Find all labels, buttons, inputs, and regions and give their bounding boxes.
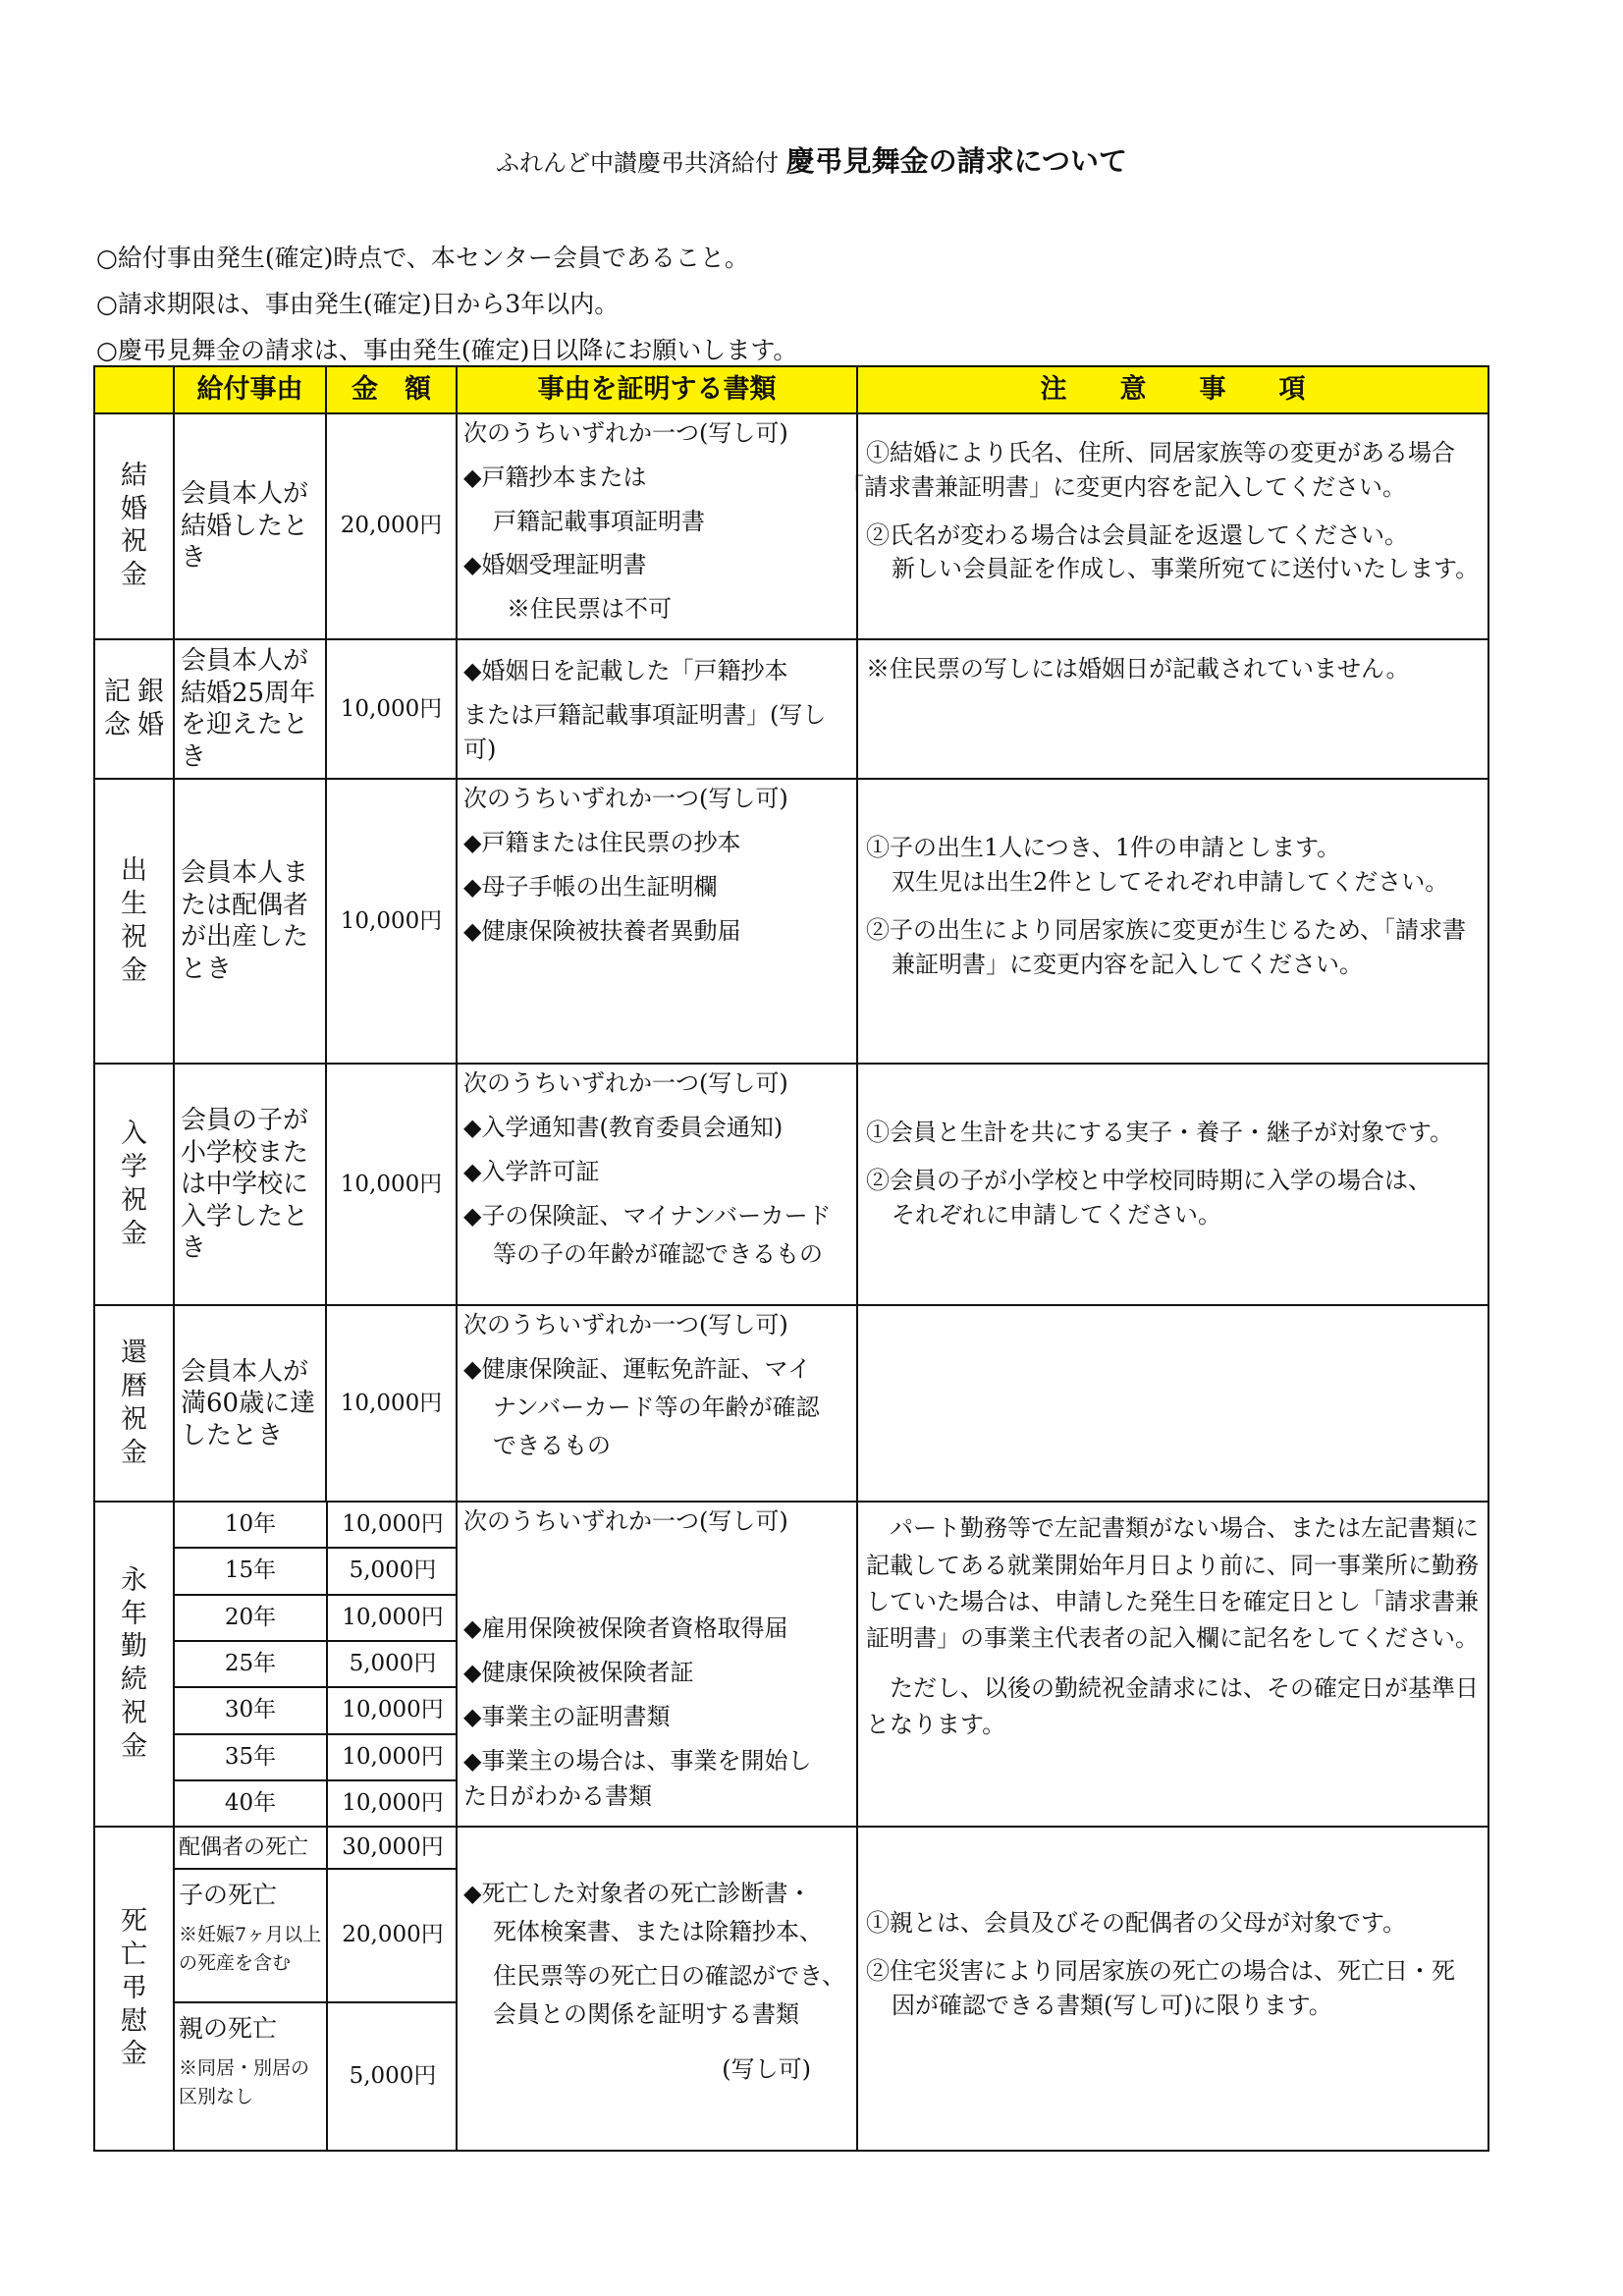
docs-birth xyxy=(457,779,857,1064)
doc-line: (写し可) xyxy=(722,2055,811,2084)
header-docs: 事由を証明する書類 xyxy=(457,366,857,413)
cat-birth: 出生祝金 xyxy=(121,855,147,986)
doc-line: 死体検案書、または除籍抄本、 xyxy=(493,1917,823,1945)
caution-line: 兼証明書」に変更内容を記入してください。 xyxy=(892,950,1363,978)
caution-line: 因が確認できる書類(写し可)に限ります。 xyxy=(892,1991,1332,2019)
spouse-death: 配偶者の死亡 xyxy=(175,1828,327,1869)
note-3: ○慶弔見舞金の請求は、事由発生(確定)日以降にお願いします。 xyxy=(96,336,798,364)
doc-line: できるもの xyxy=(493,1431,611,1459)
cat-service: 永年勤続祝金 xyxy=(121,1564,147,1762)
cat-school: 入学祝金 xyxy=(121,1119,147,1249)
parent-death xyxy=(175,2002,327,2150)
doc-line: ◆健康保険被扶養者異動届 xyxy=(463,916,741,945)
docs-service xyxy=(457,1502,857,1827)
doc-line: ◆婚姻日を記載した「戸籍抄本 xyxy=(463,656,788,684)
service-years xyxy=(174,1502,457,1827)
reason-birth: 会員本人または配偶者が出産したとき xyxy=(174,779,326,1064)
row-school xyxy=(94,1064,1488,1305)
doc-line: ◆母子手帳の出生証明欄 xyxy=(463,872,718,901)
reason-kanreki: 会員本人が満60歳に達したとき xyxy=(174,1305,326,1502)
doc-line: ◆健康保険被保険者証 xyxy=(463,1658,694,1686)
row-silver xyxy=(94,639,1488,779)
doc-line: ※住民票は不可 xyxy=(507,595,672,624)
benefit-table xyxy=(93,365,1489,2152)
amount-40: 10,000円 xyxy=(327,1780,458,1826)
header-caution: 注 意 事 項 xyxy=(857,366,1488,413)
cat-silver-2: 銀婚 xyxy=(137,677,164,741)
row-service xyxy=(94,1502,1488,1827)
doc-line: ◆子の保険証、マイナンバーカード xyxy=(463,1201,832,1230)
doc-line: 次のうちいずれか一つ(写し可) xyxy=(463,785,788,813)
doc-line: ◆入学許可証 xyxy=(463,1157,600,1185)
caution-line: ただし、以後の勤続祝金請求には、その確定日が基準日となります。 xyxy=(866,1674,1479,1739)
caution-line: ②氏名が変わる場合は会員証を返還してください。 xyxy=(866,520,1408,549)
amount-10: 10,000円 xyxy=(327,1503,458,1548)
year-15: 15年 xyxy=(175,1548,327,1594)
doc-line: 次のうちいずれか一つ(写し可) xyxy=(463,1311,788,1339)
doc-line: ◆戸籍または住民票の抄本 xyxy=(463,829,741,857)
parent-death-note: ※同居・別居の区別なし xyxy=(179,2057,310,2107)
year-40: 40年 xyxy=(175,1780,327,1826)
cat-death: 死亡弔慰金 xyxy=(121,1906,147,2070)
year-30: 30年 xyxy=(175,1687,327,1733)
doc-line: ◆入学通知書(教育委員会通知) xyxy=(463,1114,784,1142)
year-10: 10年 xyxy=(175,1503,327,1548)
note-1: ○給付事由発生(確定)時点で、本センター会員であること。 xyxy=(96,244,749,272)
doc-line: ◆健康保険証、運転免許証、マイ xyxy=(463,1355,811,1384)
caution-line: 新しい会員証を作成し、事業所宛てに送付いたします。 xyxy=(892,555,1480,583)
death-types-table xyxy=(175,1828,458,2150)
header-reason: 給付事由 xyxy=(174,366,326,413)
caution-line: ②子の出生により同居家族に変更が生じるため、「請求書 xyxy=(866,915,1467,944)
caution-line: 「請求書兼証明書」に変更内容を記入してください。 xyxy=(840,472,1406,501)
amount-kanreki: 10,000円 xyxy=(326,1305,457,1502)
row-birth xyxy=(94,779,1488,1064)
parent-death-label: 親の死亡 xyxy=(179,2014,278,2044)
title-main: 慶弔見舞金の請求について xyxy=(785,144,1128,178)
docs-marriage xyxy=(457,413,857,639)
amount-25: 5,000円 xyxy=(327,1641,458,1687)
doc-line: ◆事業主の場合は、事業を開始し xyxy=(463,1746,812,1775)
caution-service xyxy=(857,1502,1488,1827)
amount-35: 10,000円 xyxy=(327,1734,458,1780)
title-prefix: ふれんど中讃慶弔共済給付 xyxy=(495,149,779,177)
caution-line: ①結婚により氏名、住所、同居家族等の変更がある場合 xyxy=(866,439,1455,466)
caution-line: 双生児は出生2件としてそれぞれ申請してください。 xyxy=(892,868,1449,897)
row-marriage xyxy=(94,413,1488,639)
doc-line: ◆婚姻受理証明書 xyxy=(463,551,647,579)
doc-line: ◆事業主の証明書類 xyxy=(463,1702,671,1730)
docs-death xyxy=(457,1827,857,2151)
reason-school: 会員の子が小学校または中学校に入学したとき xyxy=(174,1064,326,1305)
child-death-label: 子の死亡 xyxy=(179,1881,278,1910)
note-2: ○請求期限は、事由発生(確定)日から3年以内。 xyxy=(96,290,620,318)
caution-school xyxy=(857,1064,1488,1305)
service-years-table xyxy=(175,1503,458,1826)
amount-school: 10,000円 xyxy=(326,1064,457,1305)
doc-line: または戸籍記載事項証明書」(写し可) xyxy=(463,700,827,763)
reason-marriage: 会員本人が結婚したとき xyxy=(174,413,326,639)
cat-silver-1: 記念 xyxy=(104,677,131,741)
docs-school xyxy=(457,1064,857,1305)
doc-line: 次のうちいずれか一つ(写し可) xyxy=(463,419,788,447)
death-types xyxy=(174,1827,457,2151)
doc-line: ◆死亡した対象者の死亡診断書・ xyxy=(463,1880,812,1908)
caution-marriage xyxy=(840,413,1488,639)
page-title xyxy=(0,139,1623,180)
caution-line: ①子の出生1人につき、1件の申請とします。 xyxy=(866,834,1341,862)
cat-kanreki: 還暦祝金 xyxy=(121,1338,147,1468)
header-row xyxy=(94,366,1488,413)
doc-line: 等の子の年齢が確認できるもの xyxy=(493,1239,823,1268)
doc-line: 戸籍記載事項証明書 xyxy=(493,507,705,535)
doc-line: ナンバーカード等の年齢が確認 xyxy=(493,1393,820,1421)
caution-line: それぞれに申請してください。 xyxy=(892,1200,1221,1229)
caution-kanreki xyxy=(857,1305,1488,1502)
cat-marriage: 結婚祝金 xyxy=(121,460,147,591)
docs-silver xyxy=(457,639,857,779)
caution-line: パート勤務等で左記書類がない場合、または左記書類に記載してある就業開始年月日より前に、同一事業所に勤務していた場合は、申請した発生日を確定日とし「請求書兼証明書」の事業主代表者の記入欄に記名をしてください。 xyxy=(866,1514,1479,1652)
caution-line: ②会員の子が小学校と中学校同時期に入学の場合は、 xyxy=(866,1167,1432,1195)
child-death-note: ※妊娠7ヶ月以上の死産を含む xyxy=(179,1924,322,1974)
caution-silver xyxy=(857,639,1488,779)
header-amount: 金 額 xyxy=(326,366,457,413)
caution-line: ②住宅災害により同居家族の死亡の場合は、死亡日・死 xyxy=(866,1956,1455,1985)
header-blank xyxy=(94,366,174,413)
amount-spouse: 30,000円 xyxy=(327,1828,458,1869)
caution-birth xyxy=(857,779,1488,1064)
doc-line: た日がわかる書類 xyxy=(463,1782,652,1811)
amount-silver: 10,000円 xyxy=(326,639,457,779)
amount-15: 5,000円 xyxy=(327,1548,458,1594)
caution-death xyxy=(857,1827,1488,2151)
doc-line: ◆雇用保険被保険者資格取得届 xyxy=(463,1614,788,1643)
caution-line: ①会員と生計を共にする実子・養子・継子が対象です。 xyxy=(866,1119,1454,1147)
reason-silver: 会員本人が結婚25周年を迎えたとき xyxy=(174,639,326,779)
amount-marriage: 20,000円 xyxy=(326,413,457,639)
caution-line: ※住民票の写しには婚姻日が記載されていません。 xyxy=(866,654,1410,683)
child-death xyxy=(175,1869,327,2002)
amount-parent: 5,000円 xyxy=(327,2002,458,2150)
amount-20: 10,000円 xyxy=(327,1595,458,1641)
amount-child: 20,000円 xyxy=(327,1869,458,2002)
row-kanreki xyxy=(94,1305,1488,1502)
doc-line: 会員との関係を証明する書類 xyxy=(493,1999,799,2028)
doc-line: 住民票等の死亡日の確認ができ、 xyxy=(493,1961,846,1990)
year-25: 25年 xyxy=(175,1641,327,1687)
amount-30: 10,000円 xyxy=(327,1687,458,1733)
amount-birth: 10,000円 xyxy=(326,779,457,1064)
caution-line: ①親とは、会員及びその配偶者の父母が対象です。 xyxy=(866,1909,1407,1938)
docs-kanreki xyxy=(457,1305,857,1502)
year-20: 20年 xyxy=(175,1595,327,1641)
doc-line: 次のうちいずれか一つ(写し可) xyxy=(463,1507,788,1536)
doc-line: ◆戸籍抄本または xyxy=(463,463,647,491)
year-35: 35年 xyxy=(175,1734,327,1780)
doc-line: 次のうちいずれか一つ(写し可) xyxy=(463,1069,788,1098)
row-death xyxy=(94,1827,1488,2151)
